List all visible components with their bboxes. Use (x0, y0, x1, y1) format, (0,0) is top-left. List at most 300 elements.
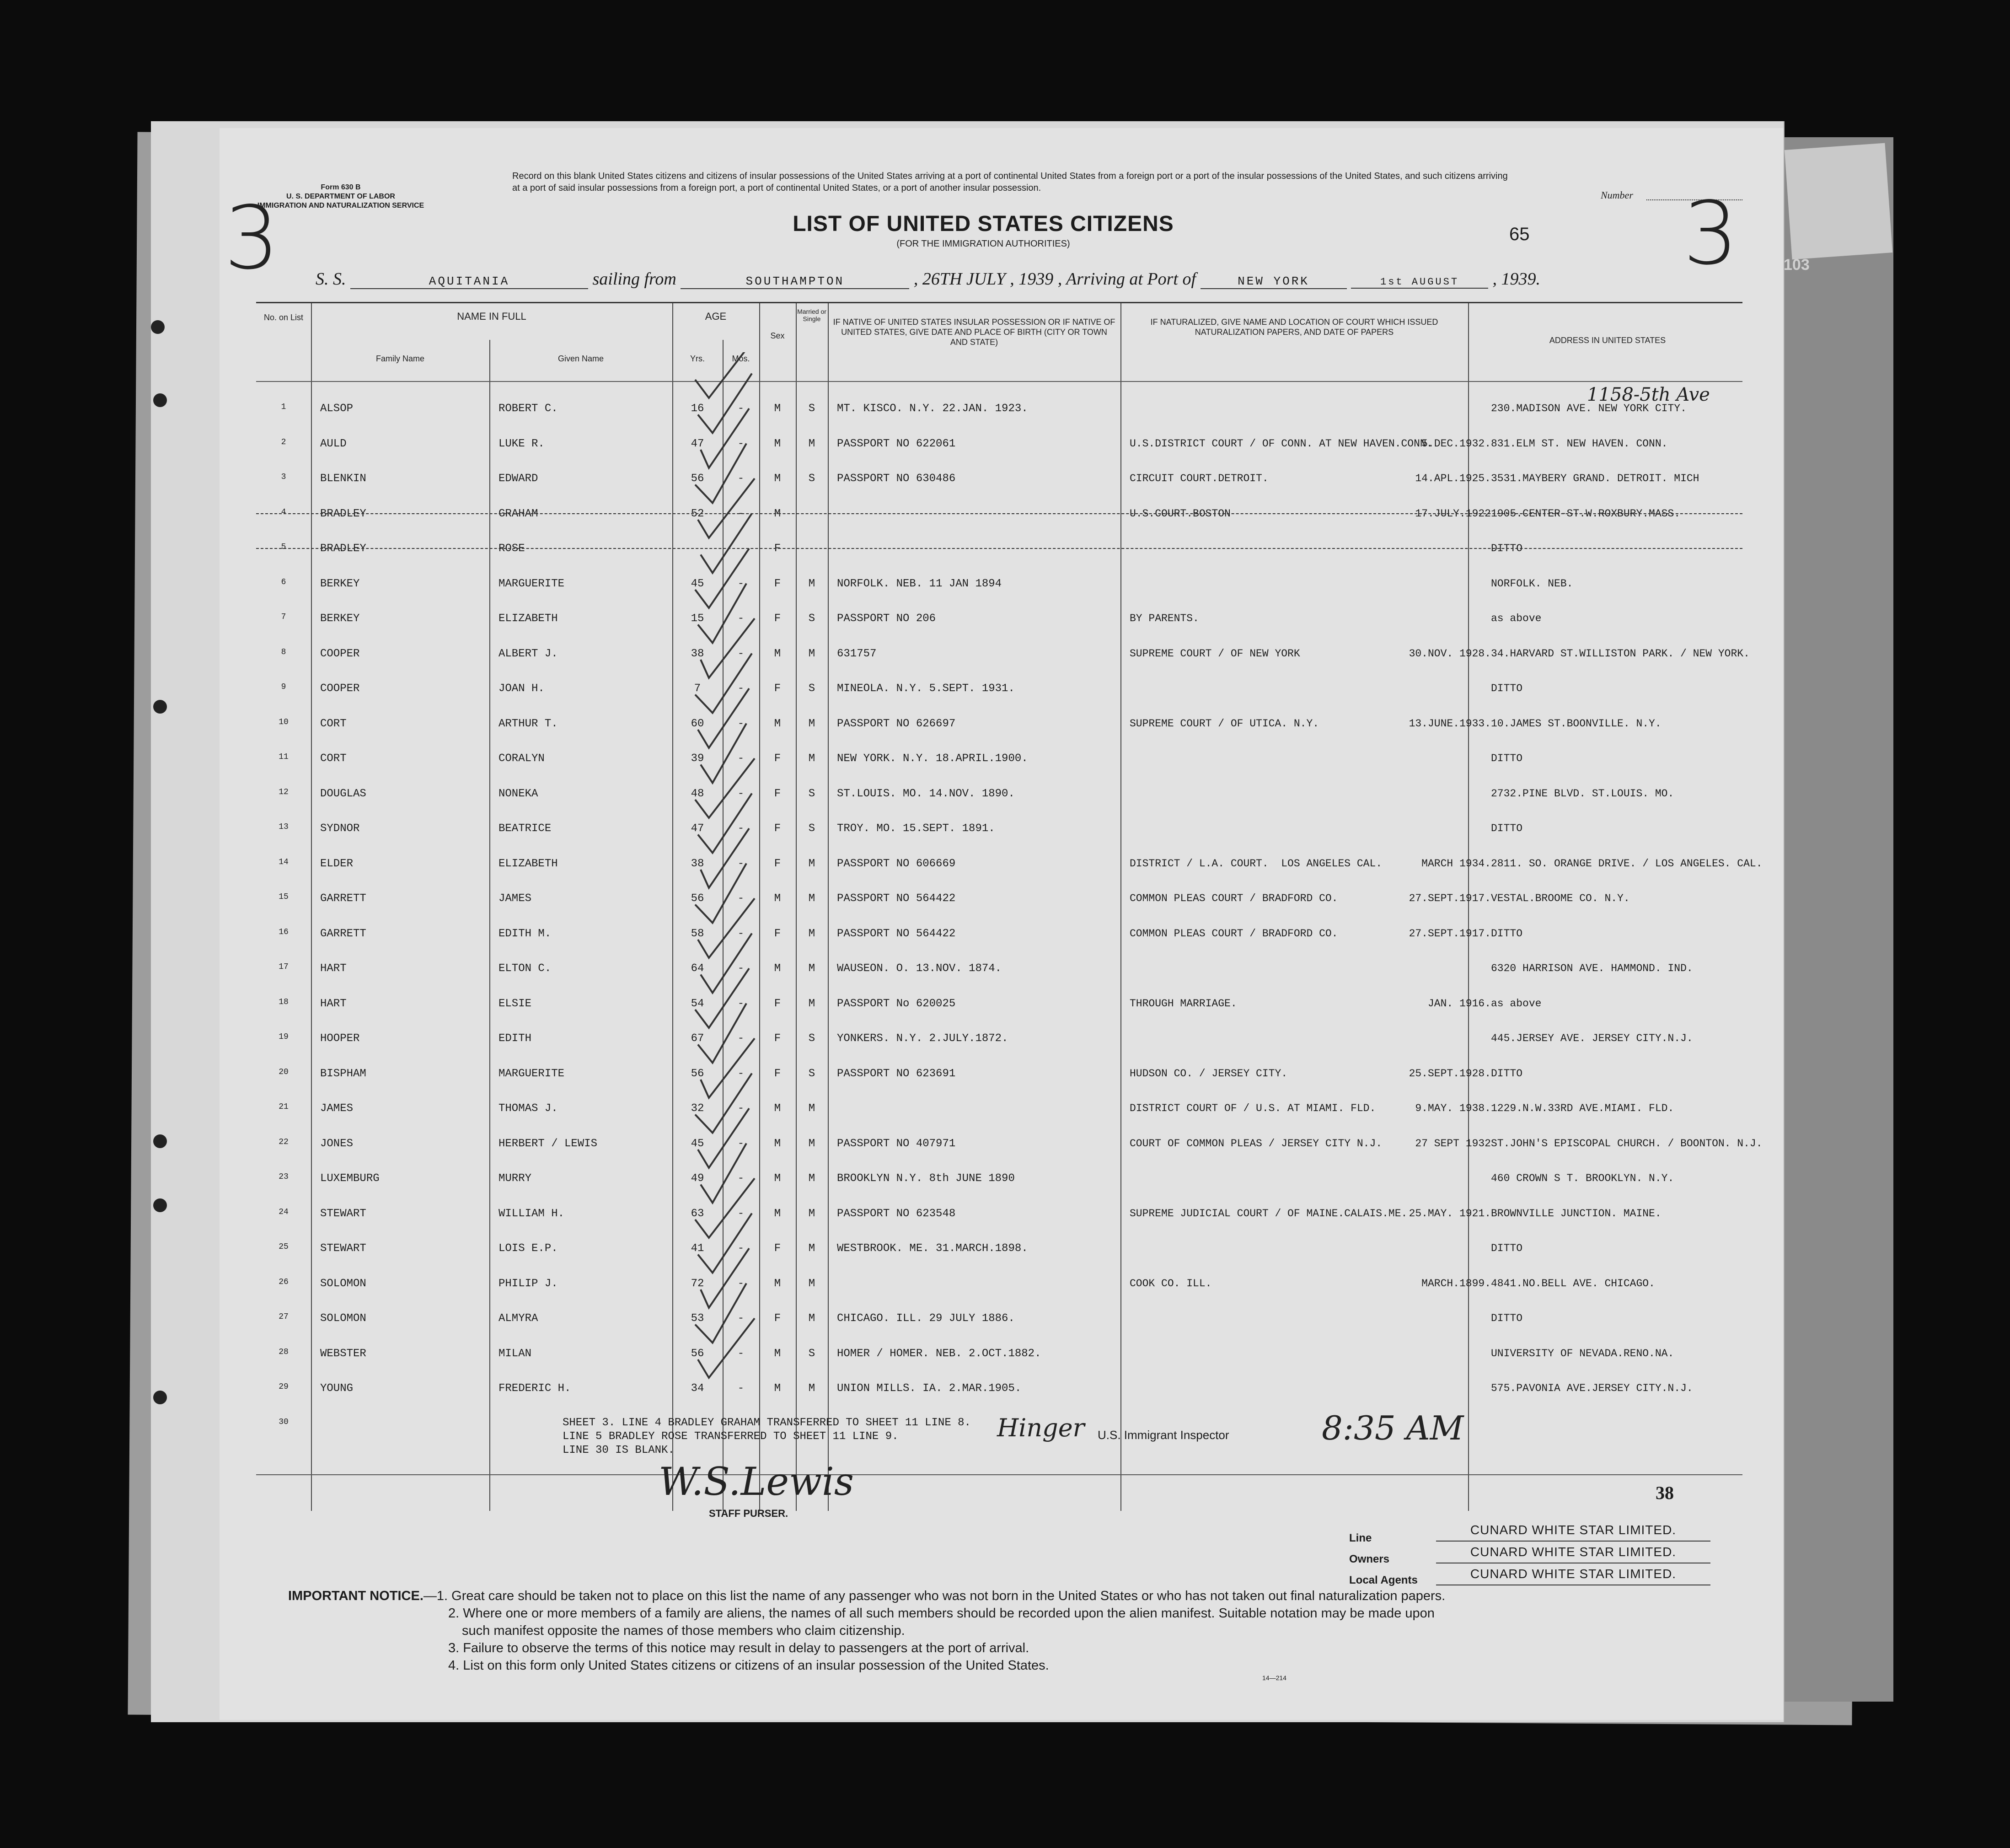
table-row (256, 1068, 1742, 1102)
check-mark (695, 654, 752, 713)
table-row (256, 1242, 1742, 1277)
cell-sex: M (774, 1277, 781, 1290)
notice-item: 3. Failure to observe the terms of this notice may result in delay to passengers at the port of arrival. (448, 1641, 1029, 1655)
owners-label: Owners (1349, 1553, 1390, 1565)
cell-addr: 445.JERSEY AVE. JERSEY CITY.N.J. (1491, 1032, 1693, 1044)
sheet-number: 65 (1509, 224, 1530, 244)
cell-yrs: 45 (691, 577, 704, 590)
cell-yrs: 48 (691, 787, 704, 800)
cell-given: ELIZABETH (498, 857, 558, 870)
cell-given: EDWARD (498, 473, 538, 485)
cell-mos: - (737, 437, 745, 450)
cell-yrs: 54 (691, 997, 704, 1010)
cell-birth: YONKERS. N.Y. 2.JULY.1872. (837, 1032, 1008, 1045)
cell-birth: PASSPORT NO 206 (837, 612, 936, 625)
cell-mos: - (737, 577, 745, 590)
col-yrs-header: Yrs. (690, 354, 705, 363)
purser-label: STAFF PURSER. (709, 1508, 788, 1519)
cell-family: COOPER (320, 682, 360, 695)
cell-no: 3 (281, 473, 286, 482)
cell-mos: - (737, 647, 745, 660)
cell-birth: PASSPORT NO 407971 (837, 1137, 956, 1150)
cell-given: ELIZABETH (498, 612, 558, 625)
cell-addr: 575.PAVONIA AVE.JERSEY CITY.N.J. (1491, 1382, 1693, 1394)
cell-no: 23 (279, 1172, 289, 1182)
paper-tab (1785, 143, 1892, 260)
cell-birth: NORFOLK. NEB. 11 JAN 1894 (837, 577, 1002, 590)
cell-mar: S (808, 403, 815, 415)
cell-no: 11 (279, 752, 289, 762)
cell-addr: 34.HARVARD ST.WILLISTON PARK. / NEW YORK. (1491, 647, 1750, 660)
cell-sex: M (774, 1137, 781, 1150)
cell-court-date: 27.SEPT.1917. (1409, 927, 1491, 940)
cell-addr: DITTO (1491, 822, 1523, 834)
check-mark (695, 1178, 755, 1238)
cell-sex: M (774, 403, 781, 415)
page-edge-number: 103 (1784, 256, 1810, 274)
cell-given: LOIS E.P. (498, 1242, 558, 1255)
cell-addr: BROWNVILLE JUNCTION. MAINE. (1491, 1207, 1662, 1219)
cell-birth: PASSPORT NO 622061 (837, 437, 956, 450)
strike-line (256, 548, 1742, 549)
cell-addr: DITTO (1491, 927, 1523, 940)
ss-label: S. S. (316, 269, 346, 289)
cell-mos: - (737, 1382, 745, 1395)
cell-birth: BROOKLYN N.Y. 8th JUNE 1890 (837, 1172, 1015, 1185)
check-mark (701, 514, 752, 573)
cell-no: 5 (281, 543, 286, 552)
cell-yrs: 38 (691, 647, 704, 660)
table-row (256, 543, 1742, 577)
cell-no: 24 (279, 1207, 289, 1217)
cell-court: SUPREME COURT / OF UTICA. N.Y. (1130, 717, 1319, 730)
cell-mos: - (737, 1242, 745, 1255)
page-subtitle: (FOR THE IMMIGRATION AUTHORITIES) (896, 239, 1070, 249)
cell-mos: - (737, 1277, 745, 1290)
cell-addr: DITTO (1491, 1242, 1523, 1254)
form-service: IMMIGRATION AND NATURALIZATION SERVICE (257, 202, 424, 210)
cell-family: COOPER (320, 647, 360, 660)
cell-sex: F (774, 682, 781, 695)
cell-yrs: 63 (691, 1207, 704, 1220)
binder-hole (153, 1198, 167, 1212)
cell-mos: - (737, 752, 745, 765)
cell-court: U.S.DISTRICT COURT / OF CONN. AT NEW HAVEN.CONN. (1130, 437, 1433, 450)
table-row (256, 438, 1742, 473)
check-mark (698, 1214, 752, 1273)
cell-no: 13 (279, 822, 289, 832)
cell-birth: TROY. MO. 15.SEPT. 1891. (837, 822, 995, 835)
cell-birth: MINEOLA. N.Y. 5.SEPT. 1931. (837, 682, 1015, 695)
cell-no: 18 (279, 997, 289, 1007)
col-naturalized-header: IF NATURALIZED, GIVE NAME AND LOCATION OF COURT WHICH ISSUED NATURALIZATION PAPERS, AND DATE OF PAPERS (1150, 317, 1438, 337)
cell-court-date: 9.MAY. 1938. (1415, 1102, 1491, 1114)
cell-given: ALMYRA (498, 1312, 538, 1325)
table-row (256, 718, 1742, 752)
col-given-header: Given Name (557, 354, 604, 363)
cell-birth: PASSPORT NO 623691 (837, 1067, 956, 1080)
cell-mar: M (808, 962, 815, 975)
table-row (256, 612, 1742, 647)
check-mark (701, 724, 746, 783)
cell-mar: M (808, 1102, 815, 1115)
cell-mos: - (737, 1312, 745, 1325)
cell-given: EDITH (498, 1032, 532, 1045)
cell-addr: NORFOLK. NEB. (1491, 577, 1573, 590)
col-native-header: IF NATIVE OF UNITED STATES INSULAR POSSESSION OR IF NATIVE OF UNITED STATES, GIVE DATE AND PLACE OF BIRTH (CITY OR TOWN AND STATE) (833, 317, 1115, 347)
cell-sex: F (774, 1312, 781, 1325)
cell-given: NONEKA (498, 787, 538, 800)
cell-given: ELSIE (498, 997, 532, 1010)
cell-given: ROSE (498, 543, 525, 555)
cell-yrs: 38 (691, 857, 704, 870)
cell-birth: PASSPORT NO 564422 (837, 927, 956, 940)
date-to: 1st AUGUST (1351, 276, 1488, 289)
cell-addr: 4841.NO.BELL AVE. CHICAGO. (1491, 1277, 1655, 1289)
cell-court: COOK CO. ILL. (1130, 1277, 1212, 1289)
purser-signature: W.S.Lewis (659, 1459, 854, 1504)
cell-sex: M (774, 507, 781, 520)
cell-yrs: 16 (691, 403, 704, 415)
notice-item: —1. Great care should be taken not to place on this list the name of any passenger who was not born in the United States or who has not taken out final naturalization papers. (423, 1589, 1446, 1603)
cell-mos: - (737, 507, 745, 520)
col-sex-header: Sex (770, 331, 785, 340)
date-from: , 26TH JULY , 1939 (913, 269, 1054, 289)
inspector-signature: Hinger (997, 1413, 1085, 1442)
check-mark (698, 1318, 755, 1378)
cell-mos: - (737, 787, 745, 800)
table-row (256, 1208, 1742, 1242)
cell-court: BY PARENTS. (1130, 612, 1199, 624)
cell-sex: M (774, 1347, 781, 1360)
cell-mar: M (808, 1382, 815, 1395)
check-mark (701, 618, 755, 678)
cell-family: BISPHAM (320, 1067, 366, 1080)
check-mark (698, 584, 746, 643)
form-department: U. S. DEPARTMENT OF LABOR (286, 193, 395, 200)
cell-sex: F (774, 822, 781, 835)
check-mark (698, 898, 755, 958)
cell-family: WEBSTER (320, 1347, 366, 1360)
cell-mos: - (737, 857, 745, 870)
table-row (256, 857, 1763, 892)
cell-no: 30 (279, 1417, 289, 1427)
cell-mar: M (808, 1242, 815, 1255)
cell-mar: M (808, 1172, 815, 1185)
cell-birth: WAUSEON. O. 13.NOV. 1874. (837, 962, 1002, 975)
cell-mar: M (808, 927, 815, 940)
cell-court: DISTRICT COURT OF / U.S. AT MIAMI. FLD. (1130, 1102, 1376, 1114)
cell-family: BRADLEY (320, 507, 366, 520)
cell-mar: S (808, 787, 815, 800)
table-row (256, 473, 1742, 507)
cell-addr: DITTO (1491, 752, 1523, 764)
cell-family: JONES (320, 1137, 354, 1150)
binder-hole (153, 1391, 167, 1404)
cell-mar: M (808, 1137, 815, 1150)
cell-mos: - (737, 403, 745, 415)
check-mark (701, 934, 752, 993)
cell-sex: F (774, 612, 781, 625)
cell-yrs: 45 (691, 1137, 704, 1150)
cell-addr: 3531.MAYBERY GRAND. DETROIT. MICH (1491, 473, 1699, 484)
cell-mar: M (808, 717, 815, 730)
cell-no: 7 (281, 612, 286, 622)
cell-yrs: 49 (691, 1172, 704, 1185)
binder-hole (153, 393, 167, 407)
cell-yrs: 47 (691, 822, 704, 835)
cell-mos: - (737, 1102, 745, 1115)
cell-given: ELTON C. (498, 962, 552, 975)
cell-sex: F (774, 543, 781, 555)
table-row (256, 1382, 1742, 1417)
cell-family: CORT (320, 752, 347, 765)
col-name-header: NAME IN FULL (457, 311, 526, 322)
cell-given: CORALYN (498, 752, 545, 765)
cell-given: BEATRICE (498, 822, 552, 835)
cell-family: LUXEMBURG (320, 1172, 380, 1185)
cell-no: 21 (279, 1102, 289, 1112)
cell-addr: VESTAL.BROOME CO. N.Y. (1491, 892, 1630, 904)
table-row (256, 928, 1742, 962)
cell-birth: UNION MILLS. IA. 2.MAR.1905. (837, 1382, 1022, 1395)
check-mark (695, 758, 755, 818)
cell-court: COMMON PLEAS COURT / BRADFORD CO. (1130, 927, 1338, 940)
cell-family: GARRETT (320, 892, 366, 905)
cell-court: SUPREME JUDICIAL COURT / OF MAINE.CALAIS.ME. (1130, 1207, 1408, 1219)
cell-yrs: 39 (691, 752, 704, 765)
table-row (256, 682, 1742, 717)
cell-addr: 10.JAMES ST.BOONVILLE. N.Y. (1491, 717, 1662, 730)
table-row (256, 384, 1742, 437)
notice-item: 2. Where one or more members of a family are aliens, the names of all such members should be recorded upon the alien manifest. Suitable notation may be made upon (448, 1606, 1435, 1621)
cell-no: 6 (281, 577, 286, 587)
cell-no: 29 (279, 1382, 289, 1391)
cell-sex: F (774, 857, 781, 870)
transfer-note: LINE 5 BRADLEY ROSE TRANSFERRED TO SHEET 11 LINE 9. (563, 1430, 899, 1443)
arriving-label: , Arriving at Port of (1057, 269, 1196, 289)
cell-mar: S (808, 1347, 815, 1360)
cell-addr: UNIVERSITY OF NEVADA.RENO.NA. (1491, 1347, 1674, 1359)
cell-yrs: 34 (691, 1382, 704, 1395)
table-row (256, 962, 1742, 997)
cell-no: 25 (279, 1242, 289, 1252)
cell-court: HUDSON CO. / JERSEY CITY. (1130, 1067, 1288, 1080)
agents-label: Local Agents (1349, 1574, 1418, 1586)
cell-court: THROUGH MARRIAGE. (1130, 997, 1237, 1010)
cell-mar: M (808, 647, 815, 660)
cell-birth: PASSPORT NO 630486 (837, 473, 956, 485)
cell-given: JOAN H. (498, 682, 545, 695)
line-label: Line (1349, 1532, 1372, 1544)
cell-no: 8 (281, 647, 286, 657)
col-mos-header: Mos. (732, 354, 750, 363)
cell-no: 26 (279, 1277, 289, 1287)
cell-no: 27 (279, 1312, 289, 1322)
cell-yrs: 53 (691, 1312, 704, 1325)
check-mark (698, 1004, 746, 1063)
time-note: 8:35 AM (1322, 1409, 1464, 1447)
cell-yrs: 56 (691, 1347, 704, 1360)
number-label: Number (1601, 189, 1633, 201)
table-row (256, 1102, 1742, 1137)
cell-no: 1 (281, 403, 286, 412)
cell-family: ELDER (320, 857, 354, 870)
strike-line (256, 513, 1742, 514)
cell-mar: M (808, 857, 815, 870)
cell-sex: M (774, 647, 781, 660)
line-values (1436, 1520, 1710, 1585)
cell-mos: - (737, 682, 745, 695)
cell-family: GARRETT (320, 927, 366, 940)
cell-given: MARGUERITE (498, 577, 565, 590)
cell-mar: M (808, 752, 815, 765)
cell-sex: M (774, 892, 781, 905)
cell-yrs: 64 (691, 962, 704, 975)
cell-sex: F (774, 997, 781, 1010)
cell-no: 10 (279, 717, 289, 727)
cell-mos: - (737, 997, 745, 1010)
table-row (256, 1278, 1742, 1312)
cell-family: BERKEY (320, 577, 360, 590)
voyage-line (316, 269, 1540, 289)
col-family-header: Family Name (375, 354, 424, 363)
col-address-header: ADDRESS IN UNITED STATES (1549, 336, 1666, 345)
inspector-label: U.S. Immigrant Inspector (1098, 1428, 1229, 1442)
cell-addr: 2811. SO. ORANGE DRIVE. / LOS ANGELES. CAL. (1491, 857, 1763, 870)
col-age-header: AGE (705, 311, 727, 322)
cell-given: HERBERT / LEWIS (498, 1137, 598, 1150)
header-rule (256, 381, 1742, 382)
form-id (254, 183, 428, 210)
cell-addr: as above (1491, 997, 1542, 1010)
table-row (256, 788, 1742, 822)
cell-court: SUPREME COURT / OF NEW YORK (1130, 647, 1300, 660)
cell-sex: M (774, 1207, 781, 1220)
cell-given: WILLIAM H. (498, 1207, 565, 1220)
cell-birth: 631757 (837, 647, 877, 660)
cell-birth: PASSPORT NO 564422 (837, 892, 956, 905)
cell-sex: F (774, 927, 781, 940)
cell-mos: - (737, 1137, 745, 1150)
cell-addr: as above (1491, 612, 1542, 624)
cell-addr: ST.JOHN'S EPISCOPAL CHURCH. / BOONTON. N.J. (1491, 1137, 1763, 1150)
cell-sex: F (774, 577, 781, 590)
cell-birth: MT. KISCO. N.Y. 22.JAN. 1923. (837, 403, 1028, 415)
cell-yrs: 32 (691, 1102, 704, 1115)
cell-court-date: 25.SEPT.1928. (1409, 1067, 1491, 1080)
cell-yrs: 58 (691, 927, 704, 940)
check-mark (698, 478, 755, 538)
cell-yrs: 7 (694, 682, 701, 695)
cell-mos: - (737, 1032, 745, 1045)
cell-court-date: 14.APL.1925. (1415, 473, 1491, 484)
page-title: LIST OF UNITED STATES CITIZENS (793, 212, 1174, 236)
cell-mar: S (808, 682, 815, 695)
ship-name: AQUITANIA (350, 274, 588, 289)
notice-item: such manifest opposite the names of those members who claim citizenship. (462, 1623, 905, 1638)
cell-court: U.S.COURT.BOSTON (1130, 507, 1231, 520)
table-row (256, 647, 1750, 682)
cell-given: ROBERT C. (498, 403, 558, 415)
table-row (256, 508, 1742, 543)
check-mark (701, 828, 749, 888)
cell-mar: S (808, 822, 815, 835)
cell-sex: M (774, 962, 781, 975)
cell-sex: M (774, 1172, 781, 1185)
table-row (256, 822, 1742, 857)
cell-mos: - (737, 612, 745, 625)
cell-birth: WESTBROOK. ME. 31.MARCH.1898. (837, 1242, 1028, 1255)
cell-court-date: 5.DEC.1932. (1421, 437, 1491, 450)
cell-sex: M (774, 717, 781, 730)
cell-mar: S (808, 1032, 815, 1045)
cell-addr: 2732.PINE BLVD. ST.LOUIS. MO. (1491, 787, 1674, 800)
cell-court-date: 17.JULY.1922 (1415, 507, 1491, 520)
cell-sex: M (774, 1102, 781, 1115)
cell-no: 19 (279, 1032, 289, 1042)
cell-yrs: 72 (691, 1277, 704, 1290)
cell-court-date: 13.JUNE.1933. (1409, 717, 1491, 730)
cell-mos: - (737, 1067, 745, 1080)
binder-hole (151, 320, 165, 334)
cell-mar: S (808, 612, 815, 625)
cell-court-date: 30.NOV. 1928. (1409, 647, 1491, 660)
cell-court-date: 27.SEPT.1917. (1409, 892, 1491, 904)
cell-addr: 6320 HARRISON AVE. HAMMOND. IND. (1491, 962, 1693, 974)
cell-addr: 1905.CENTER-ST.W.ROXBURY.MASS. (1491, 507, 1681, 520)
cell-family: HART (320, 997, 347, 1010)
cell-mos: - (737, 892, 745, 905)
cell-addr: 460 CROWN S T. BROOKLYN. N.Y. (1491, 1172, 1674, 1184)
line-value: CUNARD WHITE STAR LIMITED. (1436, 1520, 1710, 1542)
cell-yrs: 56 (691, 892, 704, 905)
table-row (256, 1032, 1742, 1067)
cell-family: HART (320, 962, 347, 975)
cell-no: 16 (279, 927, 289, 937)
cell-mos: - (737, 1347, 745, 1360)
table-row (256, 998, 1742, 1032)
cell-family: DOUGLAS (320, 787, 366, 800)
handwritten-sheet-mark-left: 3 (224, 188, 279, 289)
table-row (256, 1312, 1742, 1347)
cell-addr: 230.MADISON AVE. NEW YORK CITY. (1491, 403, 1687, 414)
cell-mar: S (808, 473, 815, 485)
port-to: NEW YORK (1201, 274, 1347, 289)
agents-value: CUNARD WHITE STAR LIMITED. (1436, 1563, 1710, 1585)
check-mark (701, 1144, 746, 1203)
check-mark (701, 408, 749, 468)
cell-family: JAMES (320, 1102, 354, 1115)
cell-given: JAMES (498, 892, 532, 905)
cell-no: 12 (279, 787, 289, 797)
cell-mar: M (808, 577, 815, 590)
cell-family: BRADLEY (320, 543, 366, 555)
cell-sex: F (774, 752, 781, 765)
sailing-label: sailing from (592, 269, 676, 289)
transfer-note: SHEET 3. LINE 4 BRADLEY GRAHAM TRANSFERRED TO SHEET 11 LINE 8. (563, 1417, 971, 1429)
cell-mos: - (737, 822, 745, 835)
cell-court-date: JAN. 1916. (1427, 997, 1491, 1010)
cell-family: AULD (320, 437, 347, 450)
cell-no: 22 (279, 1137, 289, 1147)
cell-yrs: 60 (691, 717, 704, 730)
cell-no: 17 (279, 962, 289, 972)
check-mark (695, 1074, 752, 1133)
cell-sex: F (774, 1067, 781, 1080)
cell-family: HOOPER (320, 1032, 360, 1045)
cell-addr: DITTO (1491, 543, 1523, 554)
